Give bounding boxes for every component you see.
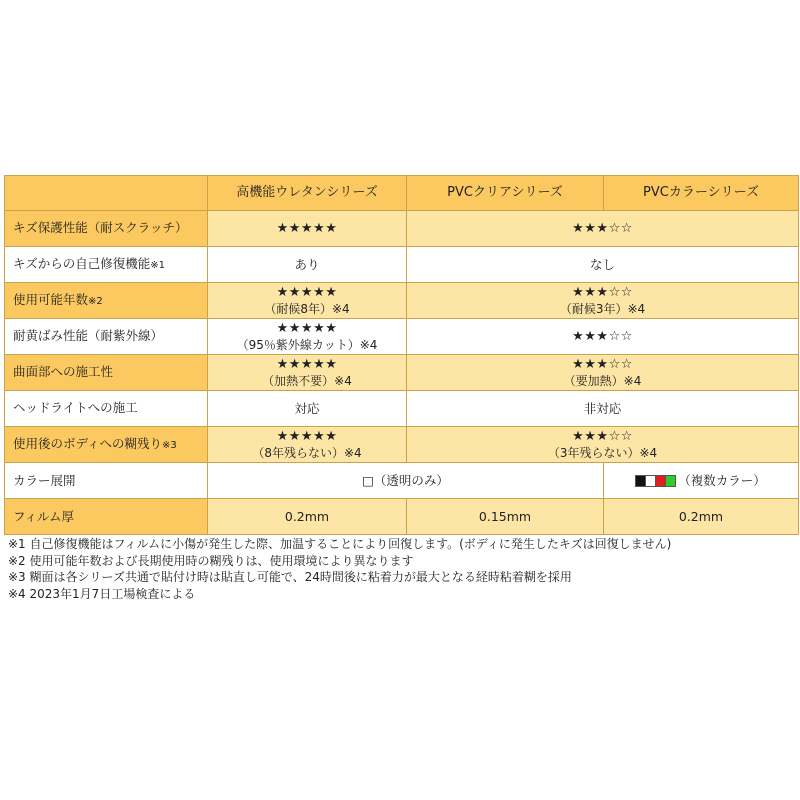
pvc-color-thickness: 0.2mm [604,499,799,535]
row-label: 使用可能年数※2 [5,283,208,319]
footnote-4: ※4 2023年1月7日工場検査による [8,586,196,601]
urethane-cell: ★★★★★ （95％紫外線カット）※4 [208,319,407,355]
table-row [5,283,799,319]
header-pvc-clear: PVCクリアシリーズ [407,176,604,211]
clear-color-cell: □（透明のみ） [208,463,604,499]
comparison-table [4,175,799,535]
multi-color-cell [604,463,799,499]
footnotes [8,536,788,602]
pvc-cell: 非対応 [407,391,799,427]
table-row [5,427,799,463]
urethane-cell: あり [208,247,407,283]
footnote-1: ※1 自己修復機能はフィルムに小傷が発生した際、加温することにより回復します。(ボディに発生したキズは回復しません) [8,537,672,551]
urethane-cell: 対応 [208,391,407,427]
pvc-cell: ★★★☆☆ [407,211,799,247]
pvc-cell: ★★★☆☆ [407,319,799,355]
header-urethane: 高機能ウレタンシリーズ [208,176,407,211]
row-label: カラー展開 [5,463,208,499]
row-label: 曲面部への施工性 [5,355,208,391]
multi-color-label: （複数カラー） [678,472,766,488]
pvc-cell: ★★★☆☆ （耐候3年）※4 [407,283,799,319]
urethane-cell: ★★★★★ （加熱不要）※4 [208,355,407,391]
table-row [5,247,799,283]
thickness-row [5,499,799,535]
table-row [5,391,799,427]
pvc-cell: ★★★☆☆ （3年残らない）※4 [407,427,799,463]
pvc-cell: ★★★☆☆ （要加熱）※4 [407,355,799,391]
header-row [5,176,799,211]
footnote-3: ※3 糊面は各シリーズ共通で貼付け時は貼直し可能で、24時間後に粘着力が最大となる経時粘着糊を採用 [8,570,572,584]
row-label: ヘッドライトへの施工 [5,391,208,427]
green-swatch [665,475,676,487]
urethane-cell: ★★★★★ （8年残らない）※4 [208,427,407,463]
header-pvc-color: PVCカラーシリーズ [604,176,799,211]
urethane-thickness: 0.2mm [208,499,407,535]
footnote-2: ※2 使用可能年数および長期使用時の糊残りは、使用環境により異なります [8,553,414,568]
color-swatches [636,475,676,487]
table-row [5,211,799,247]
row-label: キズ保護性能（耐スクラッチ） [5,211,208,247]
row-label: フィルム厚 [5,499,208,535]
table-row [5,355,799,391]
urethane-cell: ★★★★★ （耐候8年）※4 [208,283,407,319]
row-label: キズからの自己修復機能※1 [5,247,208,283]
row-label: 耐黄ばみ性能（耐紫外線） [5,319,208,355]
table-row [5,319,799,355]
row-label: 使用後のボディへの糊残り※3 [5,427,208,463]
color-row [5,463,799,499]
urethane-cell: ★★★★★ [208,211,407,247]
pvc-clear-thickness: 0.15mm [407,499,604,535]
header-empty-cell [5,176,208,211]
pvc-cell: なし [407,247,799,283]
